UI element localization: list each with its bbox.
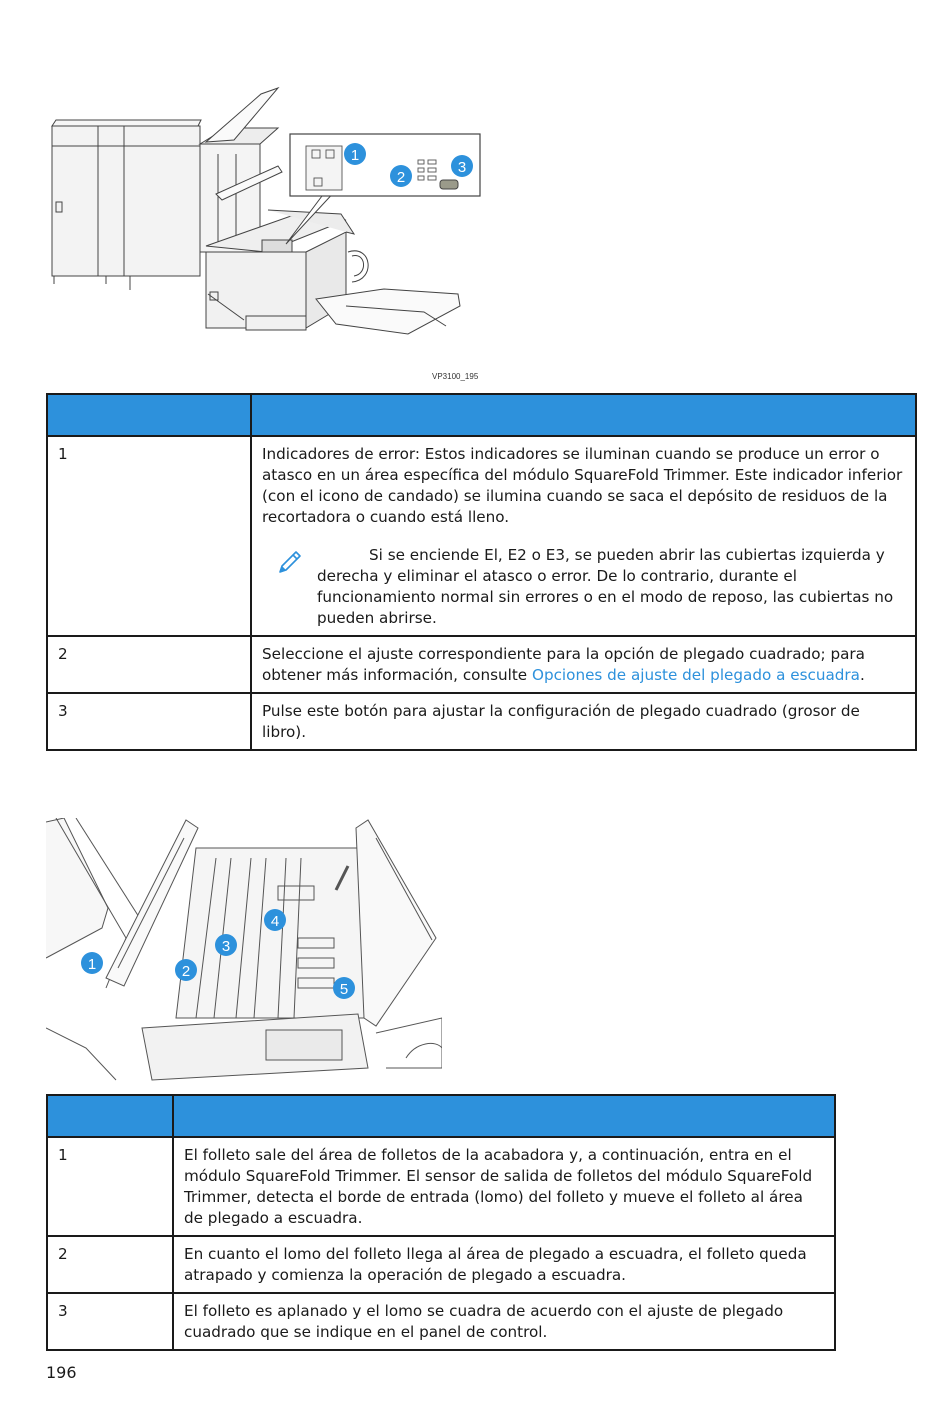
- figure2-callout-1: [81, 952, 103, 974]
- row-text: Seleccione el ajuste correspondiente para la opción de plegado cuadrado; para obtener más información, consulte: [262, 645, 865, 684]
- row-text: Indicadores de error: Estos indicadores se iluminan cuando se produce un error o atasco en un área específica del módulo SquareFold Trimmer. Este indicador inferior (con el icono de candado) se ilumina cuando se saca el depósito de residuos de la recortadora o cuando está lleno.: [262, 445, 903, 526]
- row-number: 3: [47, 693, 251, 750]
- table-row: [47, 436, 916, 636]
- control-panel-table: [46, 393, 917, 751]
- squarefold-paper-path-drawing: [46, 818, 442, 1084]
- square-fold-options-link[interactable]: Opciones de ajuste del plegado a escuadra: [531, 666, 860, 684]
- figure2-callout-5: [333, 977, 355, 999]
- table-header-row: [47, 394, 916, 436]
- table-header-number: [47, 394, 251, 436]
- note-text: Si se enciende El, E2 o E3, se pueden abrir las cubiertas izquierda y derecha y eliminar el atasco o error. De lo contrario, durante el funcionamiento normal sin errores o en el modo de reposo, las cubiertas no pueden abrirse.: [317, 546, 894, 627]
- paper-path-illustration: [46, 818, 442, 1084]
- machine-illustration: [46, 84, 486, 384]
- row-description: [251, 436, 916, 636]
- figure1-callout-2: [390, 165, 412, 187]
- figure2-callout-3: [215, 934, 237, 956]
- row-text-end: .: [859, 666, 865, 684]
- svg-text:3: 3: [221, 938, 231, 955]
- row-number: 3: [47, 1293, 173, 1350]
- row-description: [251, 636, 916, 693]
- svg-text:3: 3: [457, 159, 467, 176]
- figure1-callout-3: [451, 155, 473, 177]
- page-number: 196: [46, 1363, 77, 1382]
- table-row: [47, 693, 916, 750]
- svg-text:1: 1: [87, 956, 97, 973]
- svg-text:2: 2: [181, 963, 191, 980]
- svg-text:5: 5: [339, 981, 349, 998]
- figure2-callout-4: [264, 909, 286, 931]
- table-header-description: [173, 1095, 835, 1137]
- table-row: [47, 1137, 835, 1236]
- row-number: 1: [47, 1137, 173, 1236]
- table-row: [47, 1236, 835, 1293]
- figure1-code: VP3100_195: [432, 372, 479, 381]
- table-header-number: [47, 1095, 173, 1137]
- svg-text:4: 4: [270, 913, 280, 930]
- row-number: 2: [47, 1236, 173, 1293]
- pencil-note-icon: [274, 547, 304, 577]
- svg-text:2: 2: [396, 169, 406, 186]
- note-block: [262, 545, 905, 629]
- table-header-description: [251, 394, 916, 436]
- svg-text:1: 1: [350, 147, 360, 164]
- table-row: [47, 636, 916, 693]
- table-header-row: [47, 1095, 835, 1137]
- figure2-callout-2: [175, 959, 197, 981]
- row-description: Pulse este botón para ajustar la configuración de plegado cuadrado (grosor de libro).: [251, 693, 916, 750]
- row-description: El folleto sale del área de folletos de la acabadora y, a continuación, entra en el módulo SquareFold Trimmer. El sensor de salida de folletos del módulo SquareFold Trimmer, detecta el borde de entrada (lomo) del folleto y mueve el folleto al área de plegado a escuadra.: [173, 1137, 835, 1236]
- row-description: El folleto es aplanado y el lomo se cuadra de acuerdo con el ajuste de plegado cuadrado que se indique en el panel de control.: [173, 1293, 835, 1350]
- row-description: En cuanto el lomo del folleto llega al área de plegado a escuadra, el folleto queda atrapado y comienza la operación de plegado a escuadra.: [173, 1236, 835, 1293]
- paper-path-table: [46, 1094, 836, 1351]
- squarefold-trimmer-drawing: [46, 84, 486, 384]
- row-number: 2: [47, 636, 251, 693]
- table-row: [47, 1293, 835, 1350]
- row-number: 1: [47, 436, 251, 636]
- figure1-callout-1: [344, 143, 366, 165]
